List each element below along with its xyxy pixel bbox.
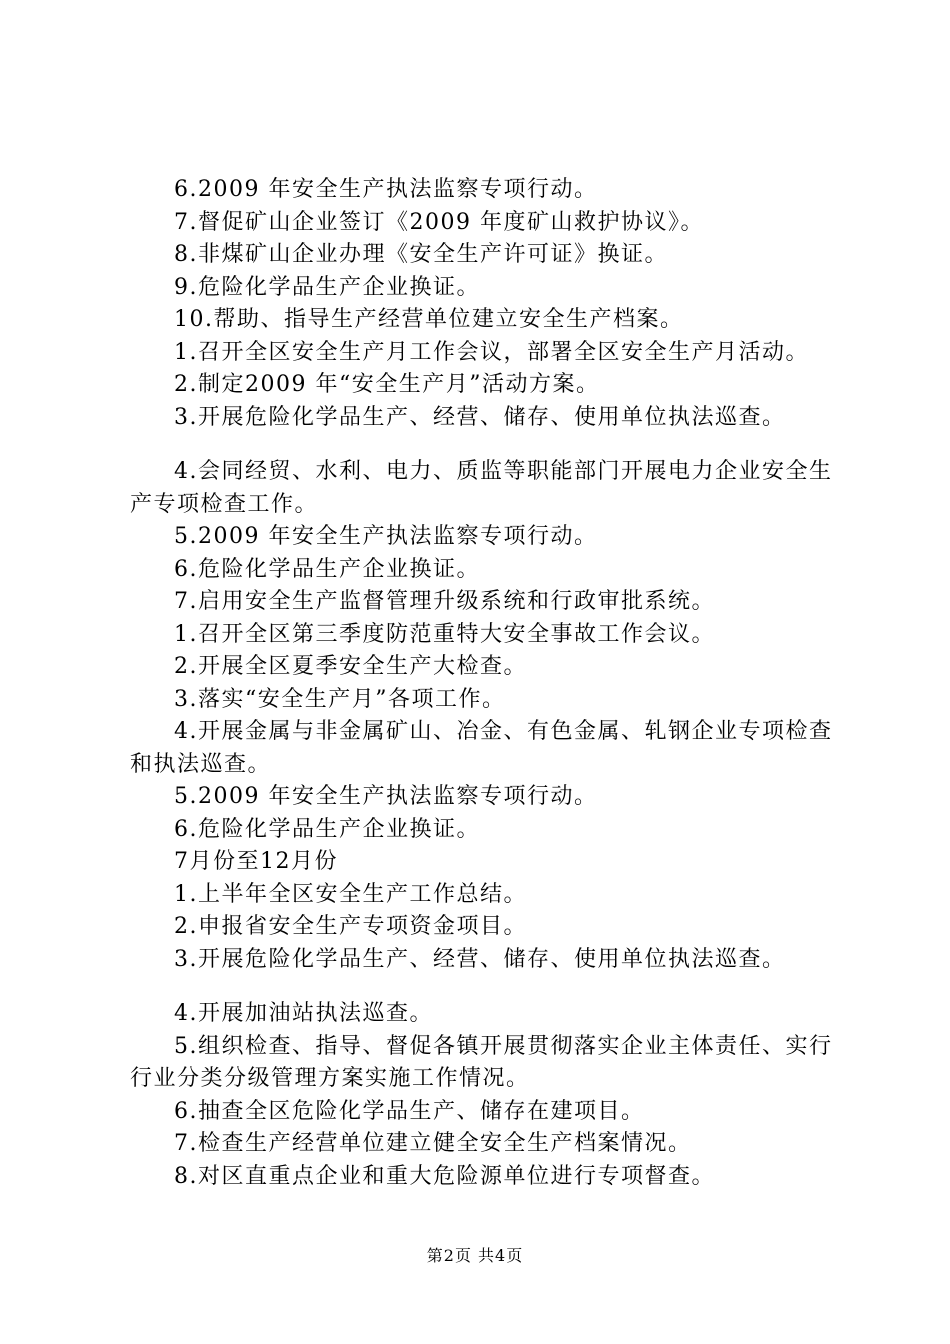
- paragraph: 6.危险化学品生产企业换证。: [174, 556, 480, 582]
- paragraph: 3.开展危险化学品生产、经营、储存、使用单位执法巡查。: [174, 946, 786, 972]
- paragraph: 10.帮助、指导生产经营单位建立安全生产档案。: [174, 307, 684, 332]
- paragraph: 4.开展加油站执法巡查。: [174, 1001, 433, 1026]
- paragraph: 2.申报省安全生产专项资金项目。: [174, 914, 527, 939]
- paragraph: 4.会同经贸、水利、电力、质监等职能部门开展电力企业安全生产专项检查工作。: [130, 459, 833, 517]
- paragraph: 1.召开全区第三季度防范重特大安全事故工作会议。: [174, 621, 715, 647]
- paragraph: 7月份至12月份: [174, 849, 338, 874]
- paragraph: 8.对区直重点企业和重大危险源单位进行专项督查。: [174, 1163, 715, 1189]
- paragraph: 1.上半年全区安全生产工作总结。: [174, 881, 527, 907]
- paragraph: 7.启用安全生产监督管理升级系统和行政审批系统。: [174, 589, 715, 614]
- paragraph: 8.非煤矿山企业办理《安全生产许可证》换证。: [174, 242, 668, 267]
- paragraph: 9.危险化学品生产企业换证。: [174, 274, 480, 300]
- paragraph: 7.检查生产经营单位建立健全安全生产档案情况。: [174, 1131, 692, 1156]
- paragraph: 7.督促矿山企业签订《2009 年度矿山救护协议》。: [174, 209, 704, 235]
- paragraph: 3.落实“安全生产月”各项工作。: [174, 686, 506, 712]
- paragraph: 6.危险化学品生产企业换证。: [174, 816, 480, 842]
- paragraph: 4.开展金属与非金属矿山、冶金、有色金属、轧钢企业专项检查和执法巡查。: [130, 719, 833, 777]
- paragraph: 2.制定2009 年“安全生产月”活动方案。: [174, 372, 600, 397]
- paragraph: 3.开展危险化学品生产、经营、储存、使用单位执法巡查。: [174, 404, 786, 430]
- paragraph: 2.开展全区夏季安全生产大检查。: [174, 654, 527, 679]
- paragraph: 5.2009 年安全生产执法监察专项行动。: [174, 784, 598, 809]
- paragraph: 6.抽查全区危险化学品生产、储存在建项目。: [174, 1098, 645, 1124]
- document-body: [130, 174, 850, 1193]
- paragraph: 5.2009 年安全生产执法监察专项行动。: [174, 524, 598, 549]
- paragraph: 1.召开全区安全生产月工作会议，部署全区安全生产月活动。: [174, 339, 809, 365]
- paragraph: 6.2009 年安全生产执法监察专项行动。: [174, 177, 598, 202]
- paragraph: 5.组织检查、指导、督促各镇开展贯彻落实企业主体责任、实行行业分类分级管理方案实施工作情况。: [130, 1033, 833, 1091]
- page-footer: 第2页 共4页: [426, 1246, 524, 1265]
